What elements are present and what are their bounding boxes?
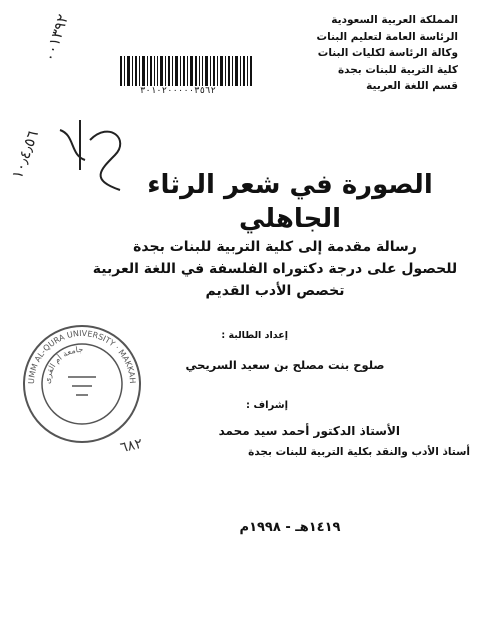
handwritten-number: ٠٠١٣٩٢ (40, 12, 73, 64)
supervisor-name: الأستاذ الدكتور أحمد سيد محمد (218, 424, 400, 438)
handwritten-note: ٦٨٢ (118, 435, 144, 457)
thesis-title: الصورة في شعر الرثاء الجاهلي (147, 170, 433, 234)
subtitle-line-degree: للحصول على درجة دكتوراه الفلسفة في اللغة العربية (92, 261, 458, 277)
prepared-by-label: إعداد الطالبة : (221, 330, 288, 341)
header-line-presidency: الرئاسة العامة لتعليم البنات (316, 30, 458, 43)
institution-header (248, 12, 458, 95)
supervisor-title: أستاذ الأدب والنقد بكلية التربية للبنات بجدة (248, 446, 470, 458)
handwritten-date: ١٠٫٤٫٥٦ (8, 127, 43, 182)
header-line-department: قسم اللغة العربية (366, 80, 458, 92)
thesis-date: ١٤١٩هـ - ١٩٩٨م (239, 520, 341, 535)
university-stamp (20, 322, 144, 446)
thesis-subtitle (80, 236, 470, 302)
barcode-image (120, 56, 252, 86)
header-line-agency: وكالة الرئاسة لكليات البنات (317, 47, 458, 59)
subtitle-line-specialization: تخصص الأدب القديم (205, 283, 345, 299)
header-line-college: كلية التربية للبنات بجدة (337, 63, 458, 76)
stamp-english-text: UMM AL-QURA UNIVERSITY · MAKKAH (26, 328, 138, 385)
subtitle-line-submission: رسالة مقدمة إلى كلية التربية للبنات بجدة (133, 239, 417, 255)
header-line-kingdom: المملكة العربية السعودية (331, 14, 458, 26)
barcode-number: ٣٠١٠٢٠٠٠٠٠٣٥٦٢ (140, 86, 216, 96)
student-name: صلوح بنت مصلح بن سعيد السريحي (185, 358, 385, 372)
stamp-arabic-text: جامعة أم القرى (42, 344, 84, 385)
supervision-label: إشراف : (245, 400, 288, 411)
